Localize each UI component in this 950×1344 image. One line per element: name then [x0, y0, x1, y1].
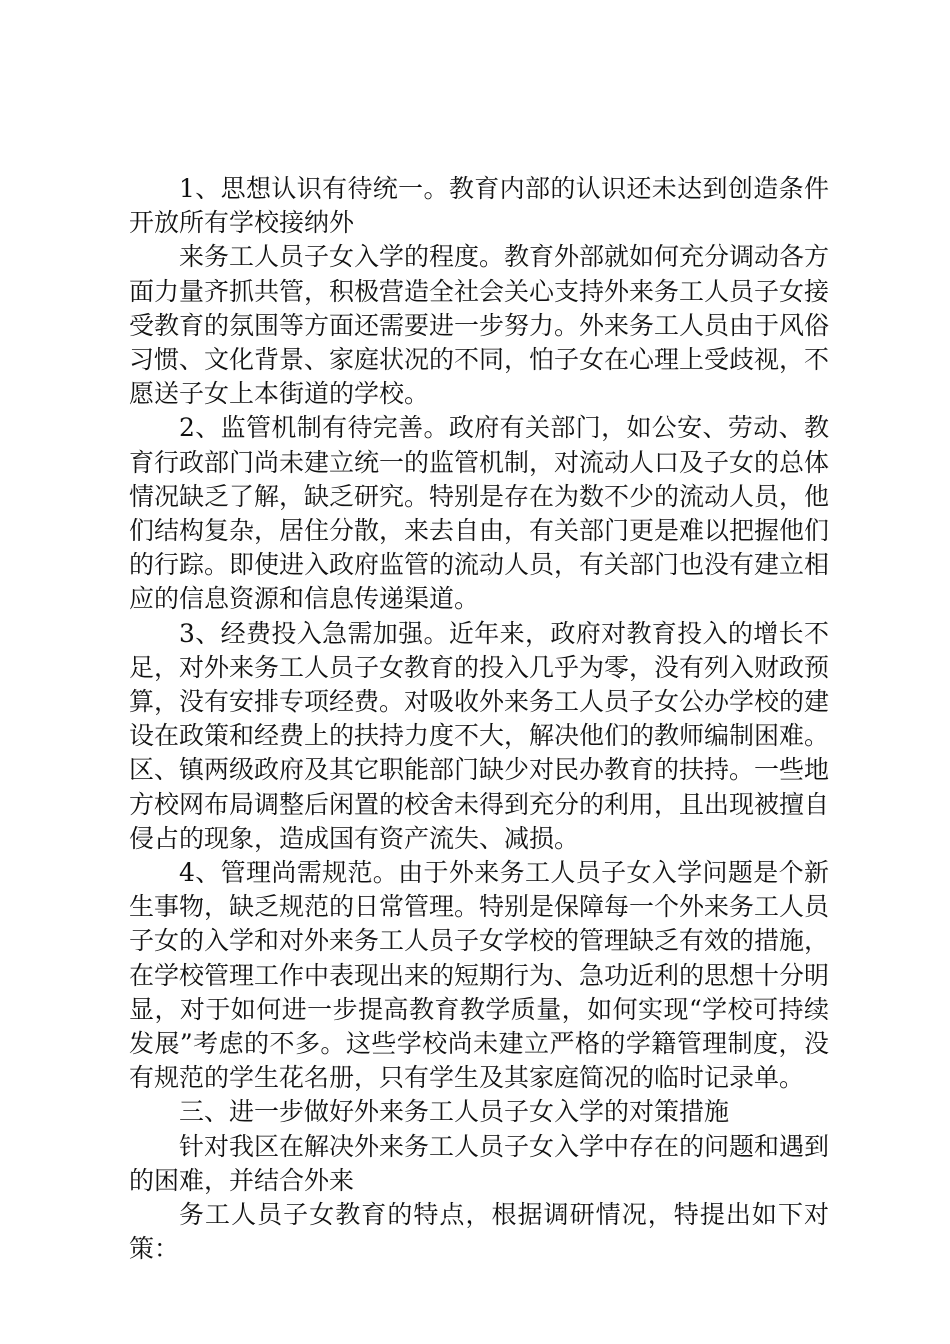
section-heading-measures: 三、进一步做好外来务工人员子女入学的对策措施	[179, 1097, 730, 1127]
paragraph-measures-continuation: 务工人员子女教育的特点，根据调研情况，特提出如下对策：	[129, 1200, 829, 1264]
paragraph-issue-1-intro: 1、思想认识有待统一。教育内部的认识还未达到创造条件开放所有学校接纳外	[129, 174, 829, 238]
document-page	[129, 172, 829, 1267]
paragraph-issue-4: 4、管理尚需规范。由于外来务工人员子女入学问题是个新生事物，缺乏规范的日常管理。特别是保障每一个外来务工人员子女的入学和对外来务工人员子女学校的管理缺乏有效的措施，在学校管理工作中表现出来的短期行为、急功近利的思想十分明显，对于如何进一步提高教育教学质量，如何实现“学校可持续发展”考虑的不多。这些学校尚未建立严格的学籍管理制度，没有规范的学生花名册，只有学生及其家庭简况的临时记录单。	[129, 858, 830, 1093]
paragraph-measures-intro: 针对我区在解决外来务工人员子女入学中存在的问题和遇到的困难，并结合外来	[129, 1131, 830, 1195]
paragraph-issue-1-body: 来务工人员子女入学的程度。教育外部就如何充分调动各方面力量齐抓共管，积极营造全社会关心支持外来务工人员子女接受教育的氛围等方面还需要进一步努力。外来务工人员由于风俗习惯、文化背景、家庭状况的不同，怕子女在心理上受歧视，不愿送子女上本街道的学校。	[129, 242, 830, 409]
paragraph-issue-2: 2、监管机制有待完善。政府有关部门，如公安、劳动、教育行政部门尚未建立统一的监管机制，对流动人口及子女的总体情况缺乏了解，缺乏研究。特别是存在为数不少的流动人员，他们结构复杂，居住分散，来去自由，有关部门更是难以把握他们的行踪。即使进入政府监管的流动人员，有关部门也没有建立相应的信息资源和信息传递渠道。	[129, 413, 830, 614]
paragraph-issue-3: 3、经费投入急需加强。近年来，政府对教育投入的增长不足，对外来务工人员子女教育的投入几乎为零，没有列入财政预算，没有安排专项经费。对吸收外来务工人员子女公办学校的建设在政策和经费上的扶持力度不大，解决他们的教师编制困难。区、镇两级政府及其它职能部门缺少对民办教育的扶持。一些地方校网布局调整后闲置的校舍未得到充分的利用，且出现被擅自侵占的现象，造成国有资产流失、减损。	[129, 618, 830, 853]
